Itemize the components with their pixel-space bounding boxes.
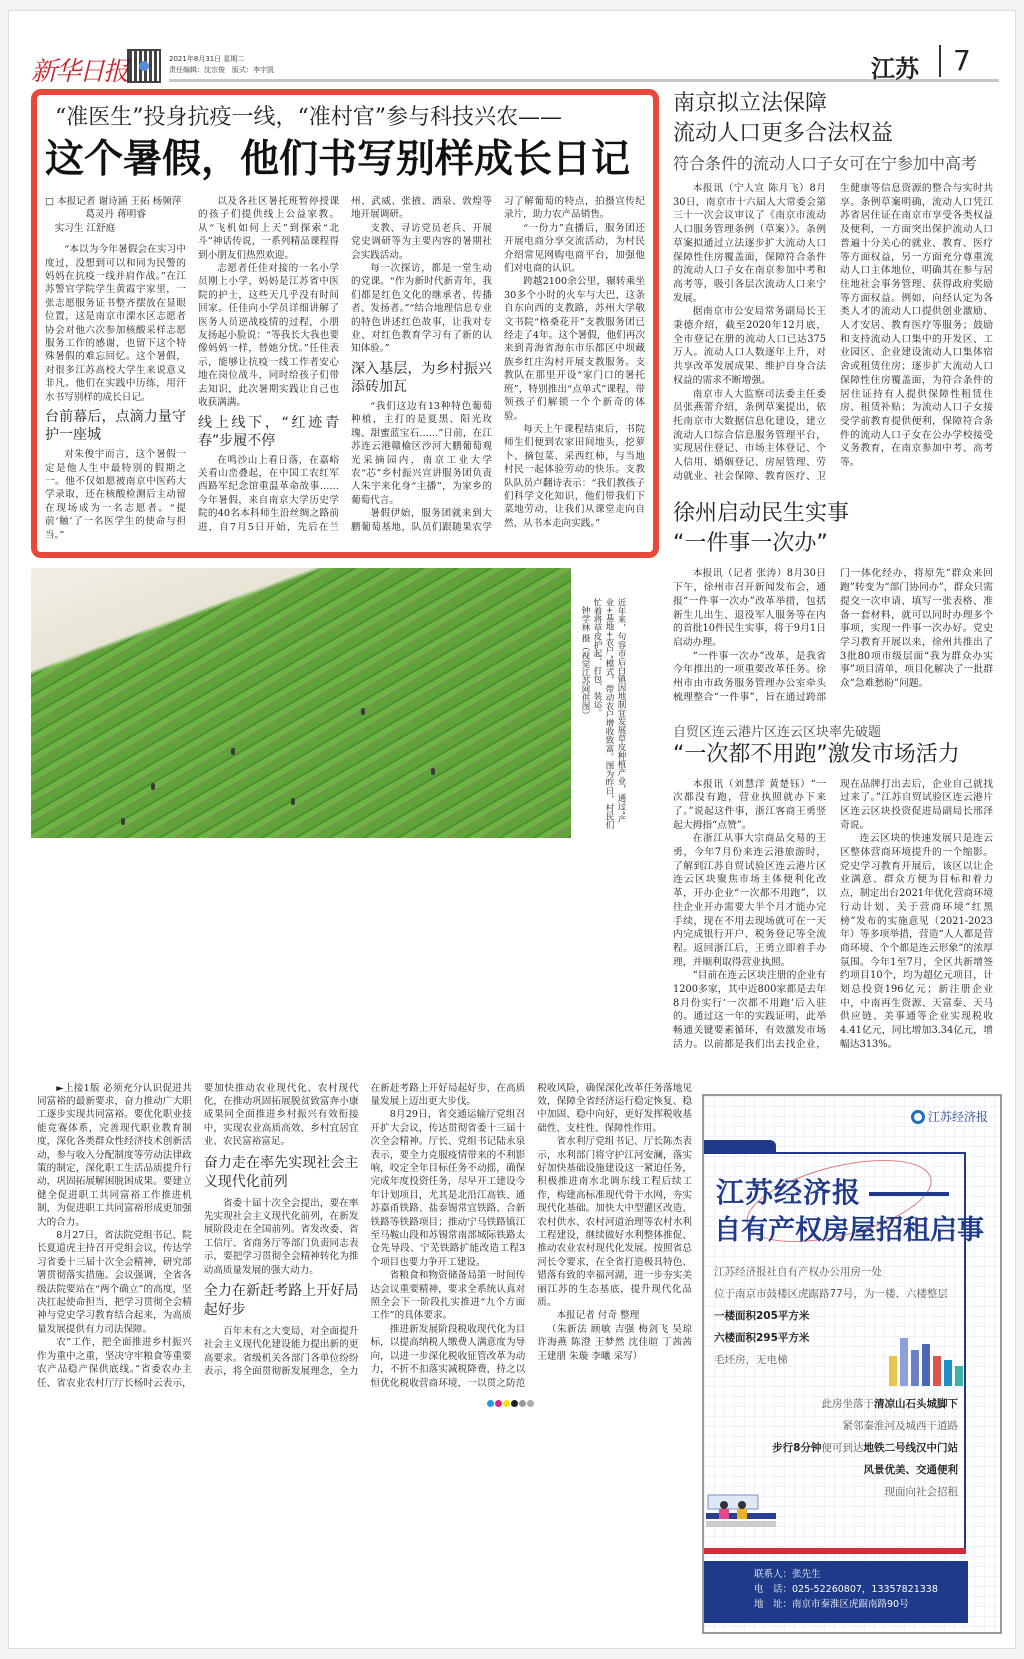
nanjing-subtitle: 符合条件的流动人口子女可在宁参加中高考 [673,154,978,173]
masthead-logo: 新华日报 [31,57,128,87]
left-column [31,89,659,838]
ad-feature: 紧邻秦淮河及城西干道路 [842,1419,958,1432]
contact-address: 地 址：南京市秦淮区虎踞南路90号 [754,1598,909,1610]
byline-line: 实习生 江舒庭 [54,222,116,234]
ad-line: 位于南京市鼓楼区虎踞路77号，为一楼、六楼整层 [714,1287,948,1300]
subhead: 奋力走在率先实现社会主义现代化前列 [203,1154,359,1190]
ad-feature [822,1396,959,1411]
editors: 责任编辑：沈宗俊 版式：李宇凯 [169,66,274,74]
byline-line: 葛灵丹 蒋明睿 [85,209,146,221]
photo-caption [579,598,627,830]
paragraph: 据南京市公安局常务副局长王秉德介绍，截至2020年12月底，全市登记在册的流动人口已达375万人。流动人口人数逐年上升，对共享改革发展成果、维护自身合法权益的需求不断增强。 [673,306,826,386]
issue-date: 2021年8月31日 星期二 [169,55,245,63]
paragraph: 百年未有之大变局，对全面提升社会主义现代化建设能力提出新的更高要求。省级机关各部门各单位纷纷表示，将全面贯彻新发展理念，全力在新赶考路上开好局起好步，在高质量发展上迈出更大步伐。 [203,1082,526,1378]
photo-turf-field [31,568,571,838]
ad-line: 江苏经济报社自有产权办公用房一处 [714,1265,882,1278]
paragraph: 每天上午课程结束后，书院师生们便到农家田间地头，挖萝卜、摘包菜、采西红柿，与当地村民一起体验劳动的快乐。支教队队员卢翻诗表示：“我们教孩子们科学文化知识，他们带我们下菜地劳动，让我们从课堂走向自然，从书本走向实践。” [504,423,645,529]
feature-bold: 步行8分钟 [772,1441,822,1454]
feature-text: 便可到达 [821,1441,864,1454]
page-number: 7 [939,45,971,77]
subhead: 全力在新赶考路上开好局起好步 [203,1283,359,1319]
photo-block [31,568,659,838]
paragraph: ►上接1版 必须充分认识促进共同富裕的最新要求，奋力推动广大职工逐步实现共同富裕。要优化职业技能竞赛体系，完善现代职业教育制度，深化各类群众性经济技术创新活动，参与收入分配制度等劳动法律政策的制定，深化职工生活品质提升行动，巩固拓展解困脱困成果。要建立健全促进职工共同富裕工作推进机制，为促进职工共同富裕形成更加强大的合力。 [37,1082,192,1228]
lianyungang-article-heading [673,721,993,770]
ad-divider [704,1548,966,1554]
byline [45,195,186,235]
feature-text: 此房坐落于 [821,1397,874,1410]
brand-icon [911,1110,925,1124]
right-column [673,89,993,1068]
registration-marks [487,1400,692,1407]
bottom-article [37,1082,692,1390]
paragraph: 农”工作，把全面推进乡村振兴作为重中之重，坚决守牢粮食等重要农产品稳产保供底线。”省委农办主任、省农业农村厅厅长杨时云表示，要加快推动农业现代化、农村现代化，在推动巩固拓展脱贫致富奔小康成果同全面推进乡村振兴有效衔接中，实现农业高质高效、乡村宜居宜业、农民富裕富足。 [37,1082,359,1389]
ad-line: 毛坯房，无电梯 [714,1353,788,1366]
main-headline: 这个暑假，他们书写别样成长日记 [45,137,631,182]
paragraph: （朱新法 顾敏 吉强 梅剑飞 吴琼 许海燕 陈澄 王梦然 沈佳暄 丁茜茜 王建朋 朱璇 李曦 采写） [537,1323,692,1362]
masthead-meta [169,54,274,76]
paragraph: 本报讯（记者 张涛）8月30日下午，徐州市召开新闻发布会，通报“一件事一次办”改革举措，包括新生儿出生、退役军人服务等在内的首批10件民生实事，将于9月1日启动办理。 [673,568,826,648]
paragraph: 每一次探访，都是一堂生动的党课。“作为新时代新青年，我们都是红色文化的继承者、传播者、发扬者。”“结合地理信息专业的特色讲述红色故事，让我对专业、对红色教育学习有了新的认知体验。” [351,263,492,355]
main-kicker: “准医生”投身抗疫一线，“准村官”参与科技兴农—— [55,105,562,130]
paragraph: 在鸣沙山上看日落，在嘉峪关看山峦叠起，在中国工农红军西路军纪念馆重温革命故事……今年暑假，来自南京大学历史学院的40名本科师生沿丝绸之路前进，自7月5日开始，先后在兰州、武威、张掖、酒泉、敦煌等地开展调研。 [198,196,492,533]
paragraph: 对朱俊宇而言，这个暑假一定是他人生中最特别的假期之一。他不仅如愿被南京中医药大学录取，还在核酸检测后主动留在现场成为一名志愿者。“提前‘触’了一名医学生的使命与担当。” [45,449,186,541]
xuzhou-body [673,567,993,704]
ad-brand-logo [911,1108,988,1125]
nanjing-title: 流动人口更多合法权益 [673,121,894,146]
contact-phone[interactable]: 电 话：025-52260807，13357821338 [754,1583,938,1595]
qr-code-icon [127,49,161,83]
feature-bold: 地铁二号线汉中门站 [863,1441,958,1454]
nanjing-article-heading [673,89,993,174]
feature-bold: 清凉山石头城脚下 [874,1397,958,1410]
nanjing-title: 南京拟立法保障 [673,91,828,116]
masthead [9,11,1015,89]
caption-text: 近年来，句容市后白镇因地制宜发展草皮种植产业，通过“产业+基地+农户”模式，带动农户增收致富。图为昨日，村民们忙着将草皮护起、打包、装运。 [592,597,626,830]
paragraph: 8月29日，省交通运输厅党组召开扩大会议，传达贯彻省委十三届十次全会精神。厅长、党组书记陆永泉表示，要全力克服疫情带来的不利影响，咬定全年目标任务不动摇，确保完成年度投资任务，尽早开工建设今年计划项目，尤其是北沿江高铁、通苏嘉甬铁路、盐泰锡常宜铁路、合新铁路等铁路项目；推动宁马铁路镇江至马鞍山段和苏锡常南部城际铁路太仓先导段、宁芜铁路扩能改造工程3个项目也要力争开工建设。 [370,1109,526,1268]
subway-passengers-illustration [706,1491,776,1531]
ad-feature [864,1462,959,1477]
main-body [45,195,645,542]
ad-decoration [869,1192,949,1196]
paragraph: “本以为今年暑假会在实习中度过，没想到可以和同为民警的妈妈在抗疫一线并肩作战。”在江苏警官学院学生黄霞宇家里，一张志愿服务证书整齐摆放在显眼位置，这是南京市溧水区志愿者协会对他六次参加核酸采样志愿服务工作的感谢，也留下这个特殊暑假的难忘回忆。这个暑假，对很多江苏高校大学生来说意义非凡。他们在实践中历练，用汗水书写别样的成长日记。 [45,244,186,403]
xuzhou-title: 徐州启动民生实事 [673,501,850,527]
byline-line: □ 本报记者 谢诗涵 王拓 杨频萍 [45,196,182,207]
advertisement [702,1094,1002,1634]
paragraph: 省粮食和物资储备局第一时间传达会议重要精神，要求全系统认真对照全会下一阶段扎实推进“九个方面工作”的具体要求。 [370,1270,526,1322]
ad-line: 六楼面积295平方米 [714,1331,810,1344]
bottom-region [9,1082,1015,1634]
lianyungang-body [673,778,993,1052]
lianyungang-title: “一次都不用跑”激发市场活力 [673,741,960,767]
paragraph: 连云区块的快速发展只是连云区整体营商环境提升的一个缩影。党史学习教育开展后，该区以让企业满意、群众方便为目标和着力点，制定出台2021年优化营商环境行动计划、关于营商环境“红黑榜”发布的实施意见（2021-2023年）等多项举措，营造“人人都是营商环境、个个都是连云形象”的浓厚氛围。今年1至7月，全区共新增签约项目10个，均为超亿元项目，计划总投资196亿元；新注册企业中，中南再生资源、天富泰、天马供应链、美事通等企业实现税收4.41亿元，同比增加3.34亿元，增幅达313%。 [840,833,993,1050]
lianyungang-kicker: 自贸区连云港片区连云区块率先破题 [673,724,882,740]
xuzhou-title: “一件事一次办” [673,531,828,557]
paragraph: 8月27日，省法院党组书记、院长夏道虎主持召开党组会议，传达学习省委十三届十次全会精神，研究部署贯彻落实措施。会议强调，全省各级法院要站在“两个确立”的高度，坚决扛起使命担当，把学习贯彻全会精神与党史学习教育结合起来，为高质量发展提供有力司法保障。 [37,1230,192,1335]
top-region [9,89,1015,1068]
paragraph: “目前在连云区块注册的企业有1200多家，其中近800家都是去年8月份实行‘一次都不用跑’后入驻的。通过这一年的实践证明，此举畅通关键要素循环，有效激发市场活力。以前都是我们出去找企业，现在品牌打出去后，企业自己就找过来了。”江苏自贸试验区连云港片区连云区块投资促进局副局长邢泽奇说。 [673,778,993,1050]
ad-feature [772,1440,958,1455]
ad-contact-box [704,1561,968,1623]
paragraph: “我们这边有13种特色葡萄种植，主打的是夏黑、阳光玫瑰、甜蜜蓝宝石……”日前，在江苏连云港赣榆区沙河大鹏葡萄观光采摘园内，南京工业大学农“芯”乡村振兴宣讲服务团负责人朱宇来化身“主播”，为家乡的葡萄代言。 [351,400,492,506]
paragraph: 暑假伊始，服务团就来到大鹏葡萄基地，队员们跟随果农学习了解葡萄的特点，拍摄宣传纪录片，助力农产品销售。 [351,196,645,533]
paragraph: 跨越2100余公里，辗转乘坐30多个小时的火车与大巴，这条自东向西的支教路，苏州大学敬文书院“格桑花开”支教服务团已经走了4年。这个暑假，他们再次来到青海省海东市乐都区中坝藏族乡红庄沟村开展支教服务。支教队在那里开设“家门口的暑托班”，特别推出“点单式”课程，带领孩子们解锁一个个新奇的体验。 [504,276,645,422]
ad-feature: 现面向社会招租 [884,1485,958,1498]
paragraph: “一件事一次办”改革，是我省今年推出的一项重要改革任务。徐州市由市政务服务管理办公室牵头梳理整合“一件事”，旨在通过跨部门一体化经办，将原先“群众来回跑”转变为“部门协同办”，群众只需提交一次申请、填写一张表格、准备一套材料，就可以同时办理多个事项，实现一件事一次办好。党史学习教育开展以来，徐州共推出了3批80项市级层面“我为群众办实事”项目清单，项目化解决了一批群众“急难愁盼”问题。 [673,568,993,703]
xuzhou-article-heading [673,499,993,559]
main-article [31,89,659,558]
subhead: 深入基层，为乡村振兴添砖加瓦 [351,360,492,395]
newspaper-page [8,10,1016,1649]
paragraph: 推进新发展阶段税收现代化为目标，以提高纳税人缴费人满意度为导向，以进一步深化税收征管改革为动力，不折不扣落实减税降费，持之以恒优化税收营商环境，一以贯之防范税收风险，确保深化改革任务落地见效，保障全省经济运行稳定恢复、稳中加固、稳中向好，更好发挥税收基础性、支柱性、保障性作用。 [370,1082,692,1389]
bottom-left [37,1082,692,1407]
paragraph: 以及各社区暑托班暂停授课的孩子们提供线上公益家教。从“飞机如何上天”到探索“北斗”神话传说，一系列精品课程得到小朋友们热烈欢迎。 [198,196,339,261]
paragraph: 志愿者任佳对接的一名小学员刚上小学，妈妈是江苏省中医院的护士，这些天几乎没有时间回家。任佳向小学员详细讲解了医务人员逆战疫情的过程，小朋友扬起小脸说：“等我长大我也要像妈妈一样，替她分忧。”任佳表示，能够让抗疫一线工作者安心地在岗位战斗，同时给孩子们带去知识，此次暑期实践让自己也收获满满。 [198,263,339,409]
paragraph: 本报讯（宁人宣 陈月飞）8月30日，南京市十六届人大常委会第三十一次会议审议了《南京市流动人口服务管理条例（草案）》。条例草案拟通过立法逐步扩大流动人口保障性住房覆盖面，保障符合条件的流动人口子女在南京参加中考和高考等，吸引各层次流动人口来宁发展。 [673,183,826,304]
nanjing-body [673,182,993,483]
paragraph: 南京市人大监察司法委主任委员张燕蕾介绍，条例草案提出，依托南京市大数据信息化建设，建立流动人口综合信息服务管理平台，实现居住登记、市场主体登记、个人信用、婚姻登记、房屋管理、劳动就业、社会保障、教育医疗、卫生健康等信息资源的整合与实时共享。条例草案明确，流动人口凭江苏省居住证在南京市享受各类权益及便利，一方面突出保护流动人口普遍十分关心的就业、教育、医疗等方面权益，另一方面充分尊重流动人口主体地位，明确其在参与居住地社会事务管理、获得政府奖励等方面权益。例如，向经认定为各类人才的流动人口提供创业激励、人才安居、教育医疗等服务；鼓励和支持流动人口集中的开发区、工业园区、企业建设流动人口集体宿舍或租赁住房；逐步扩大流动人口保障性住房覆盖面，为符合条件的居住证持有人提供保障性租赁住房、租赁补贴；为流动人口子女接受学前教育提供便利，保障符合条件的流动人口子女在公办学校接受义务教育，在南京参加中考、高考等。 [673,183,993,482]
buildings-illustration [889,1336,964,1386]
photo-credit: 钟学林 摄（视觉江苏网供图） [580,605,590,720]
contact-person: 联系人：张先生 [754,1568,821,1580]
paragraph: 本报记者 付奇 整理 [556,1310,640,1322]
subhead: 线上线下，“红迹青春”步履不停 [198,414,339,449]
subhead: 台前幕后，点滴力量守护一座城 [45,409,186,444]
ad-title: 自有产权房屋招租启事 [714,1214,984,1246]
paragraph: 省委十届十次全会提出，要在率先实现社会主义现代化前列，在新发展阶段走在全国前列。省发改委、省工信厅、省商务厅等部门负责同志表示，要把学习贯彻全会精神转化为推动高质量发展的强大动力。 [203,1197,359,1276]
ad-title: 江苏经济报 [716,1175,862,1209]
ad-brand: 江苏经济报 [927,1109,988,1124]
feature-bold: 风景优美、交通便利 [863,1463,958,1476]
paragraph: 支教、寻访党员老兵、开展党史调研等为主要内容的暑期社会实践活动。 [351,222,492,261]
paragraph: “一份力”直播后，服务团还开展电商分享交流活动，为村民介绍常见网购电商平台，加强他们对电商的认识。 [504,222,645,275]
section-name: 江苏 [871,55,919,83]
ad-line: 一楼面积205平方米 [714,1309,810,1322]
paragraph: 省水利厅党组书记、厅长陈杰表示，水利部门将守护江河安澜，落实好加快基础设施建设这一紧迫任务，积极推进南水北调东线工程后续工作，构建高标准现代骨干水网，夯实现代化基础。加快大中型灌区改造、农村供水、农村河道治理等农村水利工程建设，继续做好水利整体推促、推动农业农村现代化发展。按照省总河长令要求，在全省打造极具特色、错落有致的幸福河湖，进一步夯实美丽江苏的生态基底，提升现代化品质。 [537,1136,692,1309]
paragraph: 本报讯（刘慧洋 黄楚钰）“一次都没有跑，营业执照就办下来了。”说起这件事，浙江客商王勇竖起大拇指“点赞”。 [673,778,826,831]
paragraph: 在浙江从事大宗商品交易的王勇，今年7月份来连云港旅游时，了解到江苏自贸试验区连云港片区连云区块聚焦市场主体便利化改革，开办企业“一次都不用跑”，以往企业开办需要大半个月才能办完手续，现在不用去现场就可在一天内完成银行开户、税务登记等全流程。返回浙江后，王勇立即着手办理，并顺利取得营业执照。 [673,833,826,968]
